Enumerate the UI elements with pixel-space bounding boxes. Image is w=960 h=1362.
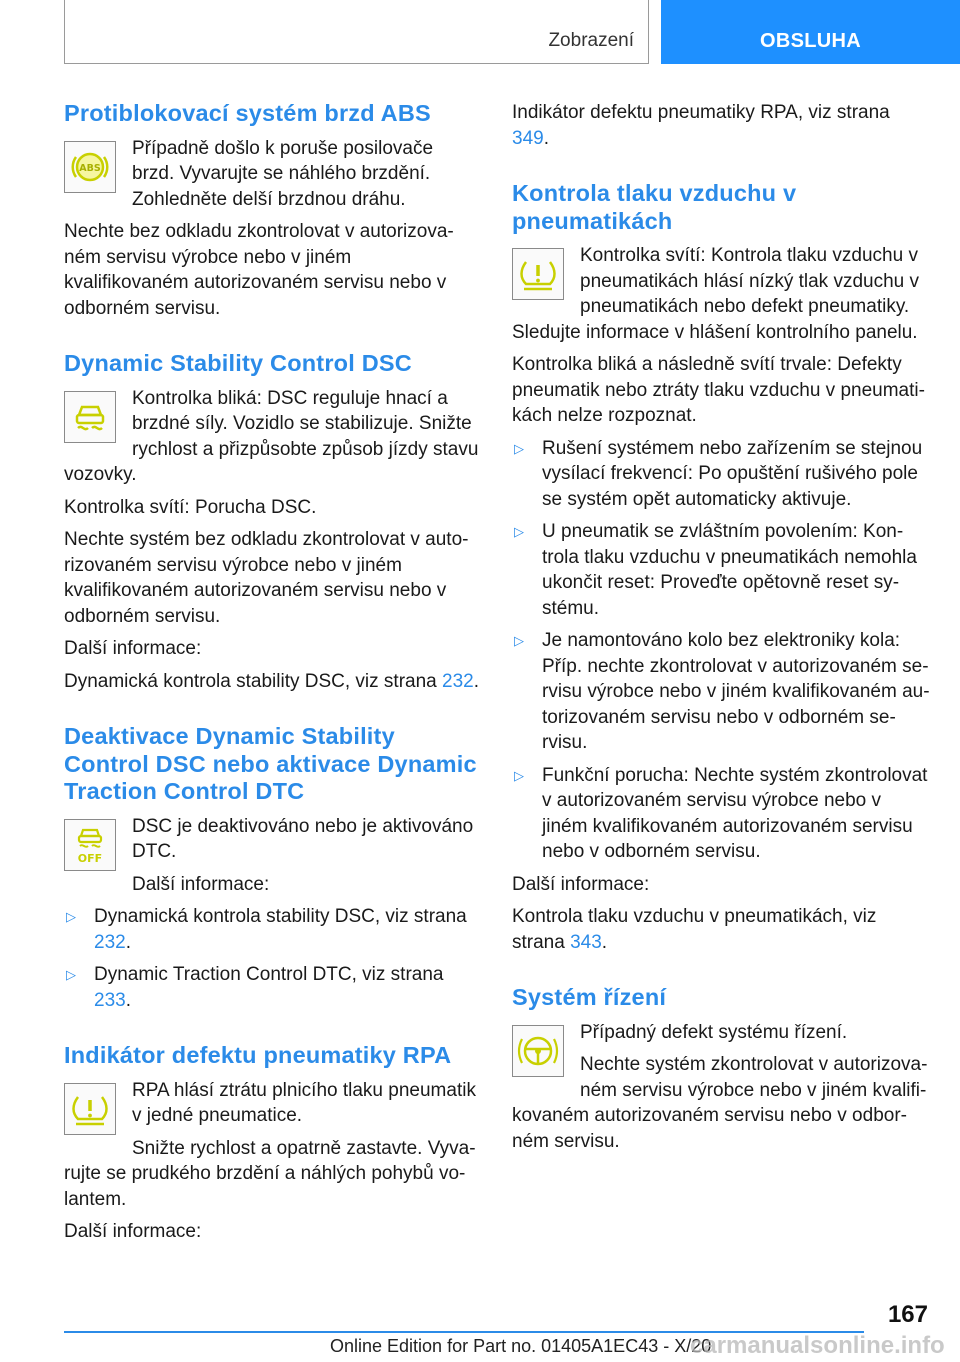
rpa-text-1: RPA hlásí ztrátu plnicího tlaku pneumatik v jedné pneumatice. [132,1079,476,1126]
header-chapter-label: OBSLUHA [760,30,861,52]
dsc-off-block [64,814,480,898]
bullet-triangle-icon: ▷ [514,524,524,539]
svg-text:OFF: OFF [77,851,103,865]
bullet-triangle-icon: ▷ [514,440,524,456]
watermark-logo: carmanualsonline.info [690,1332,945,1359]
dsc-page-link[interactable]: 232 [94,931,126,953]
abs-text-2: Nechte bez odkladu zkontrolovat v autorizovaném servisu výrobce nebo v jiném kvalifikovaném autorizovaném servisu nebo v odborném servisu. [64,221,454,319]
rpa-text-2: Snižte rychlost a opatrně zastavte. Vyvarujte se prudkého brzdění a náhlých pohybů volantem. [64,1137,476,1210]
dsc-off-icon [64,819,116,871]
header-section-title: Zobrazení [548,30,634,51]
tire-pressure-text-1: Kontrolka svítí: Kontrola tlaku vzduchu v pneumatikách hlásí nízký tlak vzduchu v pneumatikách nebo defekt pneumatiky. Sledujte informace v hlášení kontrolního panelu. [512,245,920,343]
tire-pressure-more-info: Další informace: [512,873,650,895]
list-item: ▷ U pneumatik se zvláštním povolením: Kontrola tlaku vzduchu v pneumatikách nemohla ukončit reset: Proveďte opětovně reset systému. [514,521,917,619]
tire-pressure-bullet-list [512,436,930,865]
bullet-triangle-icon: ▷ [66,967,76,982]
dsc-page-link[interactable]: 232 [442,670,474,692]
steering-heading: Systém řízení [512,984,667,1010]
left-column [64,100,480,1252]
rpa-more-info: Další informace: [64,1221,202,1242]
abs-warning-block [64,136,480,213]
dsc-text-3: Nechte systém bez odkladu zkontrolovat v autorizovaném servisu výrobce nebo v jiném kvalifikovaném autorizovaném servisu nebo v odborném servisu. [64,529,469,627]
steering-text-1: Případný defekt systému řízení. [580,1021,848,1043]
dsc-reference: Dynamická kontrola stability DSC, viz strana 232. [64,670,479,692]
dsc-off-heading: Deaktivace Dynamic Stability Control DSC nebo aktivace Dynamic Traction Control DTC [64,723,477,804]
list-item: ▷ Funkční porucha: Nechte systém zkontrolovat v autorizovaném servisu výrobce nebo v jiném kvalifikovaném autorizovaném servisu nebo v odborném servisu. [514,764,928,862]
header-chapter-tab[interactable] [661,0,960,64]
rpa-warning-block [64,1078,480,1213]
bullet-triangle-icon: ▷ [66,909,76,924]
steering-wheel-warning-icon [512,1025,564,1077]
tire-pressure-page-link[interactable]: 343 [570,931,602,953]
dsc-skid-car-icon [64,391,116,443]
rpa-heading: Indikátor defektu pneumatiky RPA [64,1042,452,1068]
header-section-box [64,0,649,64]
rpa-reference: Indikátor defektu pneumatiky RPA, viz strana 349. [512,102,890,149]
bullet-triangle-icon: ▷ [514,767,524,783]
abs-text-1: Případně došlo k poruše posilovače brzd. Vyvarujte se náhlého brzdění. Zohledněte delší brzdnou dráhu. [132,137,434,210]
footer-edition: Online Edition for Part no. 01405A1EC43 - X/20 [330,1336,712,1356]
dsc-warning-block [64,386,480,488]
list-item: ▷ Rušení systémem nebo zařízením se stejnou vysílací frekvencí: Po opuštění rušivého pole se systém opět automaticky aktivuje. [514,437,923,510]
dsc-text-2: Kontrolka svítí: Porucha DSC. [64,496,317,518]
tire-pressure-reference: Kontrola tlaku vzduchu v pneumatikách, viz strana 343. [512,906,877,953]
tire-pressure-heading: Kontrola tlaku vzduchu v pneumatikách [512,180,797,234]
page-number: 167 [887,1301,928,1328]
dsc-text-1: Kontrolka bliká: DSC reguluje hnací a brzdné síly. Vozidlo se stabilizuje. Snižte rychlost a přizpůsobte způsob jízdy stavu vozovky. [64,387,479,485]
dsc-heading: Dynamic Stability Control DSC [64,350,412,376]
right-column [512,100,930,1161]
list-item: ▷ Dynamická kontrola stability DSC, viz strana 232. [66,906,467,953]
dsc-off-bullet-list [64,904,480,1013]
list-item: ▷ Dynamic Traction Control DTC, viz strana 233. [66,964,444,1011]
tire-pressure-text-2: Kontrolka bliká a následně svítí trvale: Defekty pneumatik nebo ztráty tlaku vzduchu v pneumatikách nelze rozpoznat. [512,354,925,426]
bullet-triangle-icon: ▷ [514,633,524,648]
abs-warning-icon [64,141,116,193]
dtc-page-link[interactable]: 233 [94,989,126,1011]
svg-text:ABS: ABS [79,162,101,174]
list-item: ▷ Je namontováno kolo bez elektroniky kola: Příp. nechte zkontrolovat v autorizovaném servisu výrobce nebo v jiném kvalifikovaném autorizovaném servisu nebo v odborném servisu. [514,630,930,753]
dsc-more-info: Další informace: [64,638,202,659]
steering-warning-block [512,1020,930,1155]
rpa-page-link[interactable]: 349 [512,127,544,149]
steering-text-2: Nechte systém zkontrolovat v autorizovaném servisu výrobce nebo v jiném kvalifikovaném autorizovaném servisu nebo v odborném servisu. [512,1054,928,1152]
dsc-off-more-info: Další informace: [132,873,270,895]
tire-pressure-block [512,243,930,345]
tire-pressure-warning-icon [64,1083,116,1135]
dsc-off-text-1: DSC je deaktivováno nebo je aktivováno DTC. [132,815,474,862]
tire-pressure-warning-icon [512,248,564,300]
abs-heading: Protiblokovací systém brzd ABS [64,100,431,126]
